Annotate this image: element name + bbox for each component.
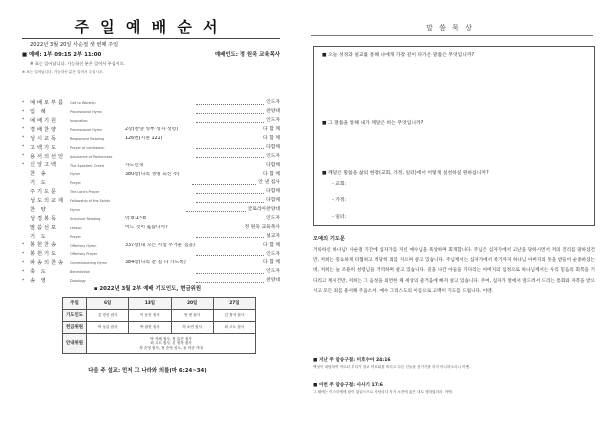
this-week-verse-heading: ■ 이번 주 암송구절: 사사기 17:6 (313, 383, 383, 388)
order-item-detail: 380장(나의 생명 되신 주) (125, 171, 180, 177)
order-item-detail: 막 8:1~8 (125, 216, 146, 222)
order-item-english: Prayer (70, 181, 81, 186)
question-3: ■ 깨달은 말씀을 삶의 현장(교회, 가정, 일터)에서 어떻게 실천하실 원하십니까? (322, 171, 489, 176)
table-cell: 최 고도 집사 (213, 322, 255, 334)
order-item (22, 268, 280, 277)
order-item (22, 179, 280, 188)
order-item-name: 봉헌기도 (30, 251, 59, 258)
order-item-name: 예배로부름 (30, 100, 66, 107)
order-item-english: Invocation (70, 119, 88, 124)
order-item (22, 135, 280, 144)
order-item (22, 215, 280, 224)
prayer-text-title: 오예의 기도문 (313, 236, 345, 242)
order-item-leader: 인도자 (266, 269, 280, 275)
leader-dots (196, 235, 265, 238)
order-mark: * (22, 145, 25, 151)
order-item (22, 161, 280, 170)
meditation-title: 말 씀 묵 상 (426, 24, 474, 32)
order-item-name: 고백기도 (30, 144, 59, 151)
order-item (22, 143, 280, 152)
order-item-english: Offertory Prayer (70, 252, 98, 257)
order-item (22, 99, 280, 108)
usher-cell (87, 334, 256, 354)
order-of-worship-panel (0, 0, 295, 424)
order-item-leader: 인도자 (266, 118, 280, 124)
order-item (22, 126, 280, 135)
order-item-name: 용서의선언 (30, 153, 66, 160)
order-item-name: 성도의교제 (30, 197, 66, 204)
order-item-leader: 다 함 께 (263, 260, 280, 266)
order-item-name: 기 도 (30, 180, 48, 187)
order-item-english: Fellowship of the Saints (70, 199, 111, 204)
leader-dots (196, 253, 265, 256)
order-item-name: 성시교독 (30, 135, 59, 142)
order-mark: * (22, 136, 25, 142)
order-item-name: 송 영 (30, 278, 48, 284)
order-item-english: Assurance of Pardonness (70, 154, 113, 159)
order-mark: * (22, 242, 25, 248)
table-row (63, 334, 256, 354)
leader-dots (196, 191, 265, 194)
order-item-name: 말씀선포 (30, 224, 59, 231)
order-item (22, 277, 280, 286)
order-item-english: Prayer (70, 234, 81, 239)
order-item (22, 206, 280, 215)
order-item (22, 197, 280, 206)
order-item-english: The Lord's Prayer (70, 190, 100, 195)
prayer-col-header: 27일 (213, 298, 255, 310)
order-item-name: 기 도 (30, 233, 48, 240)
order-mark: * (22, 127, 25, 133)
prayer-col-header: 13일 (129, 298, 171, 310)
leader-dots (196, 280, 265, 283)
order-item-leader: 정 원욱 교육목사 (244, 224, 280, 230)
order-item-name: 찬 양 (30, 206, 48, 213)
order-item-english: Doxology (70, 279, 86, 284)
last-week-verse-text: 백성이 대답하여 이르되 우리가 결코 여호와를 버리고 다른 신들을 섬기기를 하지 아니하오리니 아멘. (313, 364, 471, 369)
order-item (22, 223, 280, 232)
order-item-english: Call to Worship (70, 101, 96, 106)
usher-line: 정 순영 집사, 정 순영 성도, 윤 하준 가대 (139, 345, 203, 350)
order-item (22, 241, 280, 250)
order-item-english: Processional Hymn (70, 110, 103, 115)
order-item-leader: 다함께 (266, 189, 280, 195)
order-item-detail: 126번(시편 121) (125, 136, 163, 142)
order-item-detail: 사도신경 (125, 162, 144, 168)
order-item-name: 봉헌찬송 (30, 242, 59, 249)
leader-dots (196, 271, 265, 274)
last-week-verse-heading: ■ 지난 주 암송구절: 미호수아 24:16 (313, 358, 391, 363)
order-item-leader: 설교자 (266, 233, 280, 239)
this-week-verse (313, 383, 595, 395)
prayer-col-header: 주일 (63, 298, 87, 310)
order-item (22, 250, 280, 259)
table-row (63, 322, 256, 334)
order-item-english: Hymn (70, 208, 81, 212)
page-title: 주 일 예 배 순 서 (74, 18, 221, 36)
order-item-name: 신앙고백 (30, 162, 59, 169)
order-item-name: 찬 송 (30, 171, 48, 178)
usher-line: 박 지혜 집사, 정 효진 집사 (150, 336, 192, 341)
service-date: 2022년 3월 20일 사순절 셋 번째 주일 (30, 42, 119, 48)
prayer-col-header: 20일 (171, 298, 213, 310)
order-item-leader: 다 함 께 (263, 171, 280, 177)
order-item-english: Commissioning Hymn (70, 261, 108, 266)
order-item-leader: 다함께 (266, 162, 280, 168)
table-row (63, 310, 256, 322)
leader-dots (196, 200, 265, 203)
order-item-leader: 찬양대 (266, 278, 280, 284)
prayer-table-header-row (63, 298, 256, 310)
order-item-detail: 384장(나의 갈 길 다 가도록) (125, 260, 186, 266)
order-item-english: Responsive Reading (70, 136, 105, 141)
order-item-english: Hymn (70, 172, 81, 177)
leader-dots (196, 155, 265, 158)
next-sermon: 다음 주 설교: 먼저 그 나라와 의를(마 6:24~34) (88, 368, 207, 374)
order-item-english: Lesson (70, 225, 82, 230)
table-cell: 허 소연 집사 (171, 322, 213, 334)
answer-work-label: - 일터: (332, 215, 347, 220)
question-2: ■ 그 말씀을 통해 내가 깨달은 바는 무엇입니까? (322, 121, 424, 126)
leader-dots (192, 182, 257, 185)
order-item (22, 117, 280, 126)
table-cell: 박 상갑 집사 (87, 322, 129, 334)
prayer-text-body: 거룩하신 하나님! 사순절 기간에 십자가를 지신 예수님을 묵상하며 회개합니다. 주님은 십자가에서 고난을 당하시면서 저의 진리를 말하셨건만, 저희는 풍요하게 타협하고 적당히 죄를 지으며 살고 있습니다. 주님께서는 십자가에서 죽기까지 하나님 아버지의 뜻을 받들어 순종하셨는데, 저희는 늘 조용히 성령님을 거역하며 살고 있습니다. 길을 나간 아들을 기다리는 아버지의 심정으로 하나님께서는 우리 믿음의 회복을 기다리고 계시건만, 저희는 그 음성을 외면한 채 세상의 즐거움에 빠져 살고 있습니다. 주여, 십자가 앞에서 엎드려서 드리는 통회와 자복을 받으시고 모든 죄를 용서해 주옵소서. 예수 그리스도의 이름으로 고백이 기도를 드립니다. 아멘. (313, 248, 595, 294)
order-mark: * (22, 109, 25, 115)
order-item-english: Processional Hymn (70, 127, 103, 132)
order-item-english: The Apostles' Creed (70, 163, 104, 168)
table-cell: 안 낸 집사 (171, 310, 213, 322)
leader-dots (196, 120, 265, 123)
order-item (22, 232, 280, 241)
meditation-divider (311, 35, 593, 36)
prayer-duty-title: ▪ 2022년 3월 2부 예배 기도인도, 현금위원 (93, 286, 202, 292)
prayer-duty-table (62, 297, 256, 354)
table-cell: 김 정자 집사 (213, 310, 255, 322)
order-item-leader: 인도자 (266, 100, 280, 106)
answer-church-label: - 교회: (332, 182, 347, 187)
service-times: ■ 예배: 1부 09:15 2부 11:00 (22, 51, 102, 58)
order-item-name: 축 도 (30, 269, 48, 276)
question-box (313, 46, 595, 226)
order-mark: * (22, 260, 25, 266)
service-time-row (22, 52, 280, 59)
last-week-verse (313, 358, 595, 370)
table-cell: 이 동진 집사 (129, 310, 171, 322)
this-week-verse-text: 그 때에는 이스라엘에 왕이 없었으므로 사람마다 자기 소견에 옳은 대로 행하였더라. 아멘. (313, 389, 453, 394)
order-mark: * (22, 100, 25, 106)
order-mark: * (22, 162, 25, 168)
role-cell: 헌금위원 (63, 322, 87, 334)
order-item-name: 예배기원 (30, 117, 59, 124)
order-item-leader: 인도자 (266, 153, 280, 159)
order-item (22, 152, 280, 161)
order-item-detail: 337장(내 모든 시험 무거운 짐을) (125, 242, 195, 248)
role-cell: 기도인도 (63, 310, 87, 322)
title-divider (22, 38, 280, 39)
order-mark: * (22, 154, 25, 160)
order-item-leader: 다 함 께 (263, 136, 280, 142)
leader-dots (196, 111, 265, 114)
order-item-leader: 글로리아찬양대 (247, 207, 280, 213)
standing-subnote: ※ 표는 일어납니다. 가능하신 분은 일어서 주십시오. (22, 69, 104, 74)
prayer-col-header: 6일 (87, 298, 129, 310)
table-cell: 김 경선 집사 (87, 310, 129, 322)
service-meta (22, 42, 280, 74)
order-mark: * (22, 118, 25, 124)
order-mark: * (22, 251, 25, 257)
order-item-english: Offertory Hymn (70, 243, 97, 248)
order-item (22, 259, 280, 268)
question-1: ■ 오늘 성경과 설교를 통해 나에게 가장 깊이 다가온 말씀은 무엇입니까? (322, 53, 475, 58)
order-mark: * (22, 269, 25, 275)
order-mark: * (22, 278, 25, 284)
order-item-english: Benediction (70, 270, 91, 275)
leader-dots (186, 209, 245, 212)
answer-home-label: - 가정: (332, 198, 347, 203)
order-item-name: 주기도문 (30, 189, 59, 196)
order-item (22, 108, 280, 117)
order-item-name: 입 례 (30, 109, 48, 116)
usher-line: 최 고도 집사, 김 정자 집사 (150, 341, 192, 346)
order-item-leader: 다 함 께 (263, 242, 280, 248)
order-item-english: Prayer of confession (70, 145, 105, 150)
order-item-name: 파송의찬송 (30, 260, 66, 267)
order-item-detail: 2장(찬양 성부 성자 성령) (125, 127, 179, 133)
standing-note: ※ 표는 일어납니다. 가능하신 분은 일어서 주십시오. (30, 61, 126, 67)
order-item-name: 성경봉독 (30, 215, 59, 222)
role-cell: 안내위원 (63, 334, 87, 354)
table-cell: 박 광현 집사 (129, 322, 171, 334)
order-list (22, 99, 280, 286)
order-item-leader: 인도자 (266, 251, 280, 257)
order-item (22, 170, 280, 179)
meditation-panel (305, 0, 600, 424)
order-item-leader: 다함께 (266, 198, 280, 204)
order-item-leader: 인도자 (266, 216, 280, 222)
order-item-name: 경배찬양 (30, 126, 59, 133)
order-item-detail: 어느 것이 옳습니까? (125, 224, 168, 230)
order-item (22, 188, 280, 197)
leader-dots (196, 146, 265, 149)
service-preacher: 예배인도: 정 원욱 교육목사 (214, 51, 280, 58)
leader-dots (196, 102, 265, 105)
order-item-leader: 안 낸 집사 (258, 180, 280, 186)
order-item-leader: 다함께 (266, 144, 280, 150)
order-item-english: Scripture Reading (70, 216, 101, 221)
order-item-leader: 다 함 께 (263, 127, 280, 133)
order-item-leader: 찬양대 (266, 109, 280, 115)
